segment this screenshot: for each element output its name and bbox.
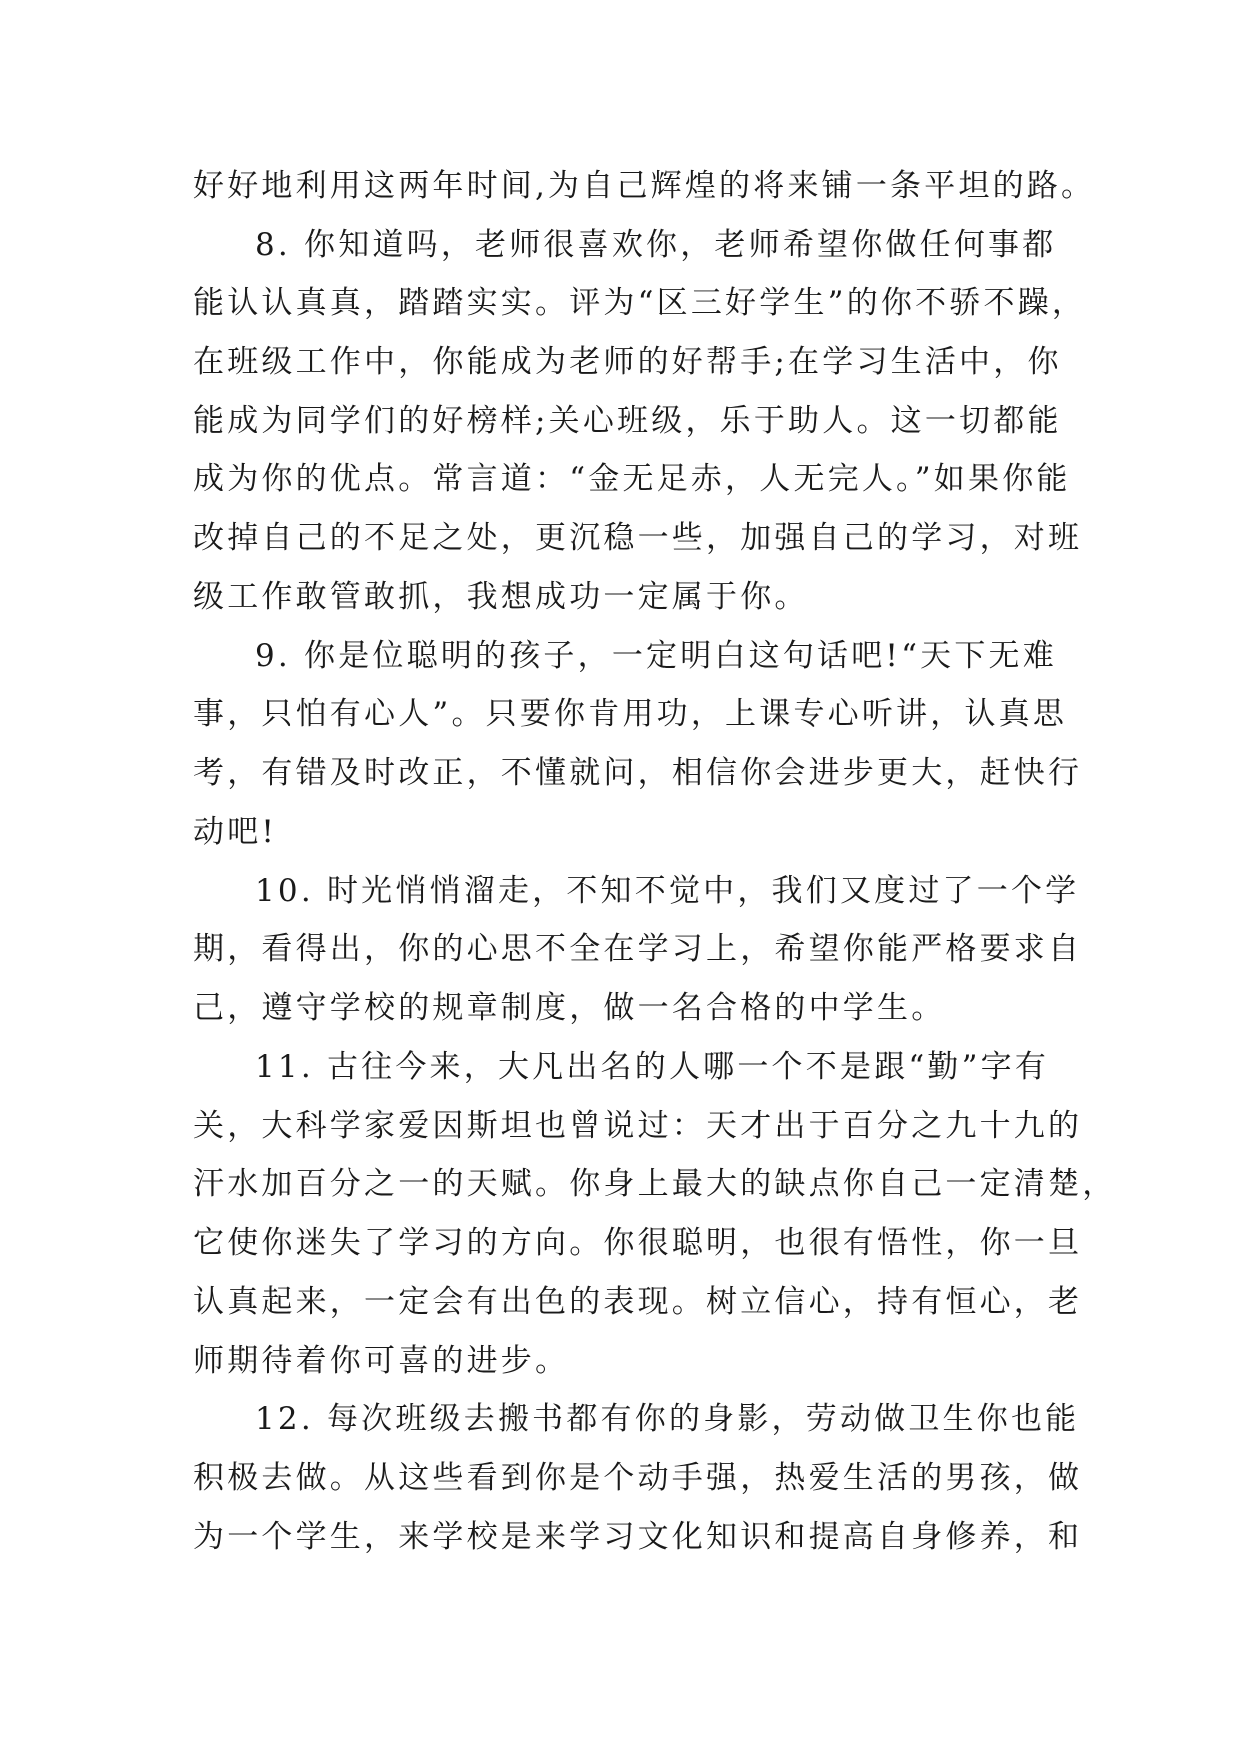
text-line: 改掉自己的不足之处，更沉稳一些，加强自己的学习，对班 <box>193 520 1083 556</box>
text-line: 12. 每次班级去搬书都有你的身影，劳动做卫生你也能 <box>255 1401 1080 1437</box>
text-line: 积极去做。从这些看到你是个动手强，热爱生活的男孩，做 <box>193 1460 1083 1496</box>
text-line: 关，大科学家爱因斯坦也曾说过：天才出于百分之九十九的 <box>193 1108 1083 1144</box>
text-line: 己，遵守学校的规章制度，做一名合格的中学生。 <box>193 990 946 1026</box>
text-line: 好好地利用这两年时间,为自己辉煌的将来铺一条平坦的路。 <box>193 168 1096 204</box>
text-line: 考，有错及时改正，不懂就问，相信你会进步更大，赶快行 <box>193 755 1083 791</box>
text-line: 10. 时光悄悄溜走，不知不觉中，我们又度过了一个学 <box>255 873 1080 909</box>
text-line: 在班级工作中，你能成为老师的好帮手;在学习生活中，你 <box>193 344 1062 380</box>
text-line: 事，只怕有心人”。只要你肯用功，上课专心听讲，认真思 <box>193 696 1068 732</box>
text-line: 9. 你是位聪明的孩子，一定明白这句话吧!“天下无难 <box>255 638 1057 674</box>
text-line: 师期待着你可喜的进步。 <box>193 1343 570 1379</box>
text-line: 它使你迷失了学习的方向。你很聪明，也很有悟性，你一旦 <box>193 1225 1083 1261</box>
text-line: 级工作敢管敢抓，我想成功一定属于你。 <box>193 579 809 615</box>
text-line: 能成为同学们的好榜样;关心班级，乐于助人。这一切都能 <box>193 403 1062 439</box>
text-line: 8. 你知道吗，老师很喜欢你，老师希望你做任何事都 <box>255 227 1057 263</box>
text-line: 11. 古往今来，大凡出名的人哪一个不是跟“勤”字有 <box>255 1049 1050 1085</box>
text-line: 认真起来，一定会有出色的表现。树立信心，持有恒心，老 <box>193 1284 1083 1320</box>
text-line: 汗水加百分之一的天赋。你身上最大的缺点你自己一定清楚， <box>193 1166 1117 1202</box>
text-line: 期，看得出，你的心思不全在学习上，希望你能严格要求自 <box>193 931 1083 967</box>
text-line: 成为你的优点。常言道：“金无足赤，人无完人。”如果你能 <box>193 461 1071 497</box>
text-line: 为一个学生，来学校是来学习文化知识和提高自身修养，和 <box>193 1519 1083 1555</box>
text-line: 动吧! <box>193 814 278 850</box>
text-line: 能认认真真，踏踏实实。评为“区三好学生”的你不骄不躁， <box>193 285 1087 321</box>
